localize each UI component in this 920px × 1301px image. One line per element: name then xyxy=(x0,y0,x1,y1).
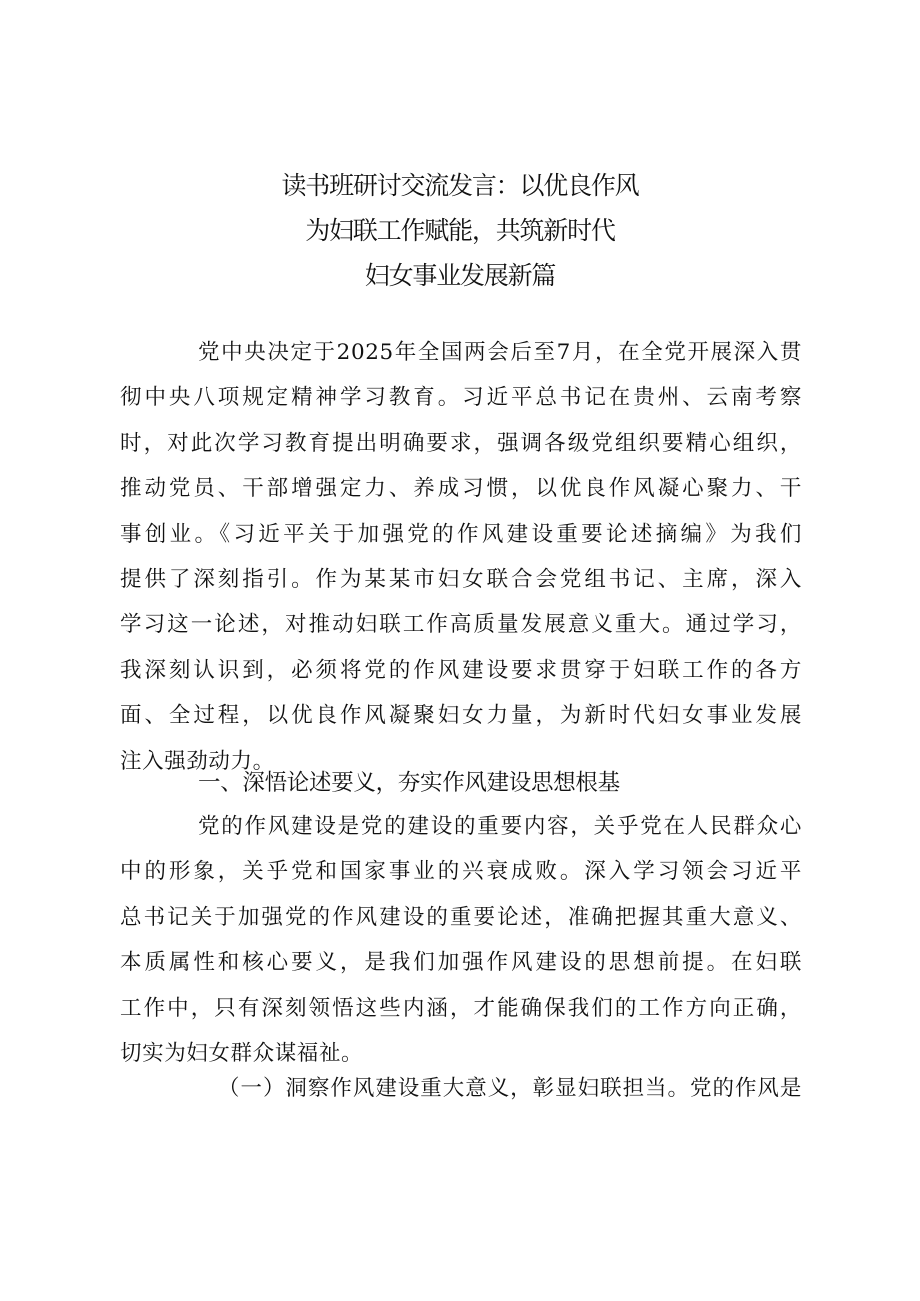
paragraph-line: 注入强劲动力。 xyxy=(120,748,275,774)
document-title xyxy=(0,163,920,298)
paragraph-line: 学习这一论述，对推动妇联工作高质量发展意义重大。通过学习， xyxy=(120,612,802,638)
paragraph-line: 事创业。《习近平关于加强党的作风建设重要论述摘编》为我们 xyxy=(120,521,802,547)
title-line-3: 妇女事业发展新篇 xyxy=(364,261,556,290)
paragraph-line: 面、全过程，以优良作风凝聚妇女力量，为新时代妇女事业发展 xyxy=(120,703,802,729)
title-line-2: 为妇联工作赋能，共筑新时代 xyxy=(305,216,615,245)
paragraph-line: 中的形象，关乎党和国家事业的兴衰成败。深入学习领会习近平 xyxy=(120,859,802,885)
paragraph-line: 党的作风建设是党的建设的重要内容，关乎党在人民群众心 xyxy=(198,814,802,839)
paragraph-line: 本质属性和核心要义，是我们加强作风建设的思想前提。在妇联 xyxy=(120,950,802,976)
paragraph-line: 总书记关于加强党的作风建设的重要论述，准确把握其重大意义、 xyxy=(120,904,802,930)
paragraph-line: 推动党员、干部增强定力、养成习惯，以优良作风凝心聚力、干 xyxy=(120,476,802,502)
paragraph-line: 切实为妇女群众谋福祉。 xyxy=(120,1040,364,1066)
section-heading: 一、深悟论述要义，夯实作风建设思想根基 xyxy=(198,770,620,796)
paragraph-intro xyxy=(120,330,802,784)
title-line-1: 读书班研讨交流发言：以优良作风 xyxy=(281,171,639,200)
paragraph-line: 党中央决定于2025年全国两会后至7月，在全党开展深入贯 xyxy=(198,340,802,365)
paragraph-line: 我深刻认识到，必须将党的作风建设要求贯穿于妇联工作的各方 xyxy=(120,657,802,683)
subsection-paragraph: （一）洞察作风建设重大意义，彰显妇联担当。党的作风是 xyxy=(218,1076,802,1101)
paragraph-line: 彻中央八项规定精神学习教育。习近平总书记在贵州、云南考察 xyxy=(120,385,802,411)
paragraph-section-1 xyxy=(120,804,802,1076)
paragraph-line: 工作中，只有深刻领悟这些内涵，才能确保我们的工作方向正确， xyxy=(120,995,802,1021)
paragraph-line: 时，对此次学习教育提出明确要求，强调各级党组织要精心组织， xyxy=(120,430,802,456)
paragraph-line: 提供了深刻指引。作为某某市妇女联合会党组书记、主席，深入 xyxy=(120,566,802,592)
